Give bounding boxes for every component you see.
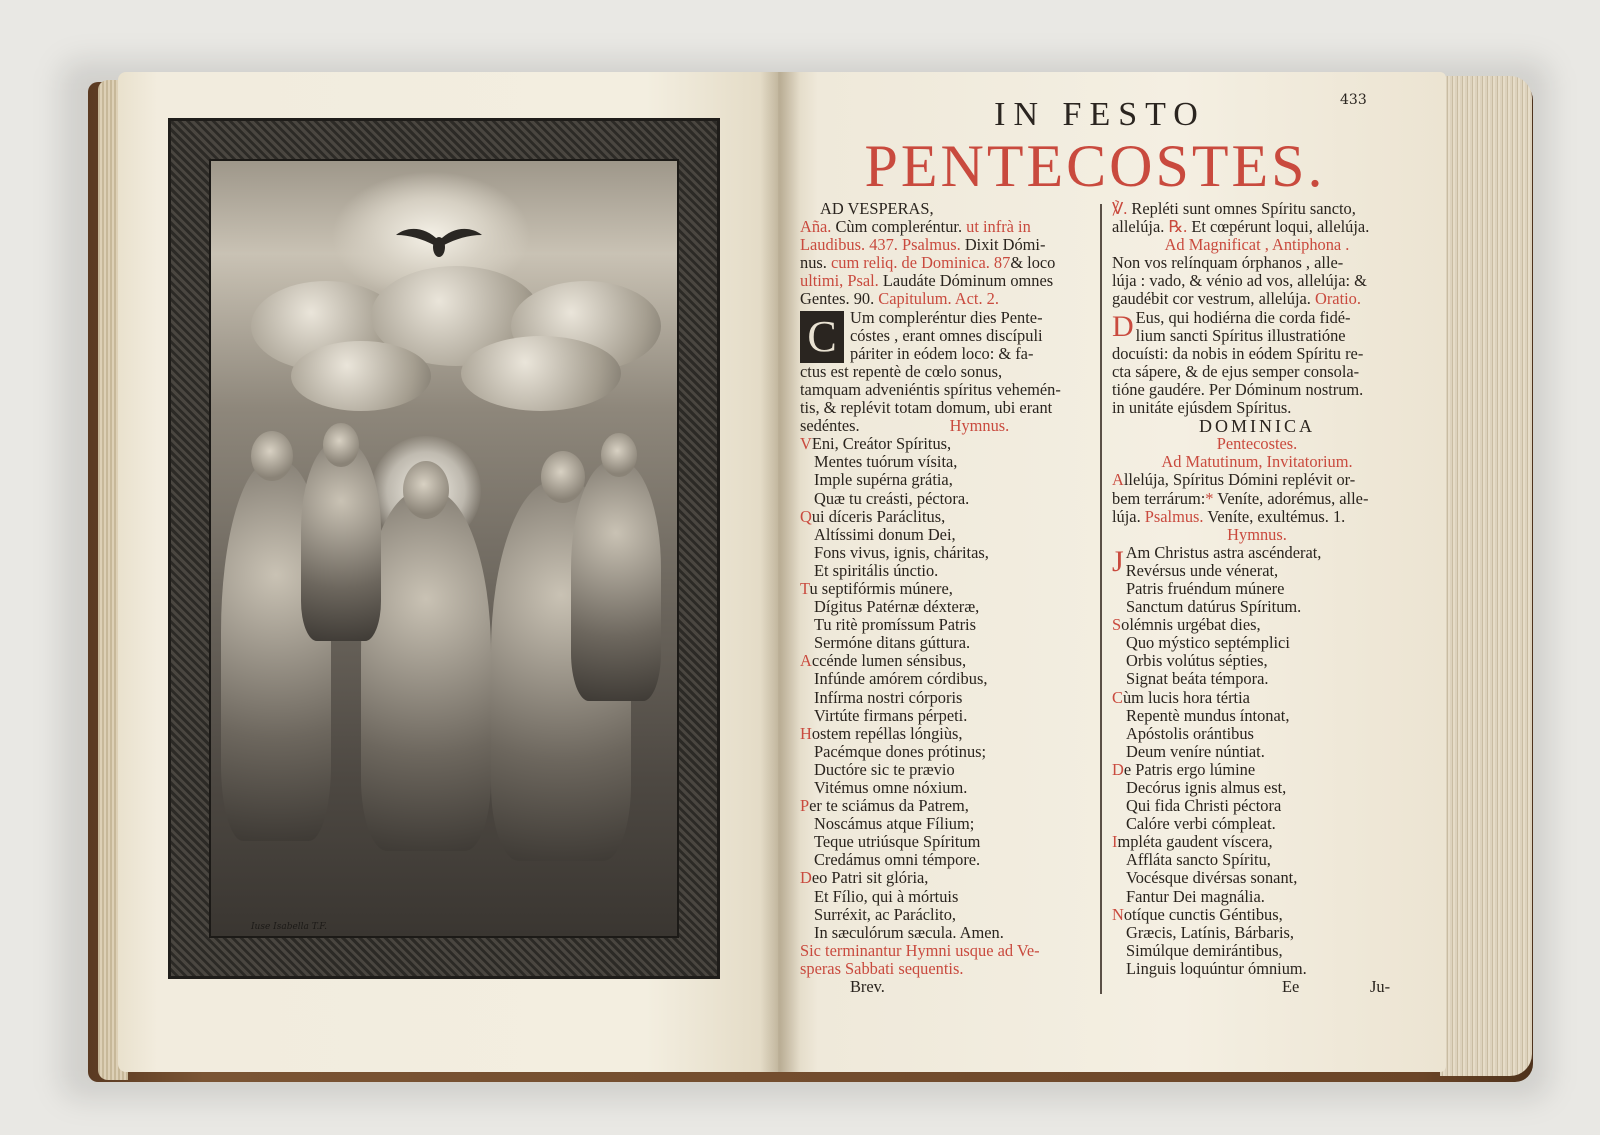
hymn-text: olémnis urgébat dies,	[1121, 615, 1261, 635]
hymn-line	[1112, 888, 1402, 906]
signature-mark: Ee	[1282, 977, 1300, 997]
cloud	[461, 336, 621, 411]
section-title: AD VESPERAS,	[820, 199, 934, 218]
red-initial: H	[800, 723, 812, 743]
rubric: cum reliq. de Dominica. 87	[830, 253, 1011, 273]
hymn-text: Credámus omni témpore.	[814, 850, 981, 870]
versicle-icon: ℣.	[1112, 199, 1128, 218]
hymn-line	[800, 453, 1090, 471]
text-line: tis, & replévit totam domum, ubi erant	[800, 398, 1053, 418]
hymn-line	[800, 689, 1090, 707]
red-initial: J	[1112, 544, 1124, 578]
text: bem terrárum:	[1112, 488, 1206, 508]
text-line: lium sancti Spíritus illustratióne	[1135, 325, 1346, 345]
hymn-line	[1112, 634, 1402, 652]
hymn-text: Fantur Dei magnália.	[1126, 886, 1265, 906]
rubric: Pentecostes.	[1216, 434, 1298, 454]
text: Et cœpérunt loqui, allelúja.	[1187, 217, 1370, 237]
hymn-text: In sæculórum sæcula. Amen.	[814, 922, 1004, 942]
apostle-figure	[571, 461, 661, 701]
hymn-text: Imple supérna grátia,	[814, 470, 953, 490]
hymn-line	[1112, 942, 1402, 960]
figure-head	[323, 423, 359, 467]
red-initial: D	[1112, 759, 1124, 779]
text-column-left	[800, 200, 1090, 996]
hymn-line	[800, 707, 1090, 725]
hymn-text: Vocésque divérsas sonant,	[1126, 868, 1298, 888]
hymn-line	[1112, 869, 1402, 887]
hymn-line	[1112, 616, 1402, 634]
hymn-line	[1112, 580, 1402, 598]
rubric: ultimi, Psal.	[800, 271, 879, 291]
hymn-text: Altíssimi donum Dei,	[814, 524, 956, 544]
hymn-text: ostem repéllas lóngiùs,	[811, 723, 963, 743]
hymn-line	[1112, 707, 1402, 725]
red-initial: T	[800, 578, 810, 598]
page-edges-right	[1440, 76, 1532, 1076]
hymn-line	[800, 562, 1090, 580]
asterisk: *	[1205, 488, 1214, 508]
text: allelúja.	[1112, 217, 1169, 237]
text: gaudébit cor vestrum, allelúja.	[1112, 289, 1315, 309]
hymn-line	[1112, 725, 1402, 743]
text: nus.	[800, 253, 831, 273]
hymn-line	[800, 544, 1090, 562]
text-line: cóstes , erant omnes discípuli	[850, 325, 1043, 345]
hymn-line	[1112, 761, 1402, 779]
hymn-line	[800, 869, 1090, 887]
text-line: docuísti: da nobis in eódem Spíritu re-	[1112, 343, 1364, 363]
rubric: Sic terminantur Hymni usque ad Ve-	[800, 940, 1040, 960]
ornamental-dropcap: C	[800, 311, 844, 363]
hymn-text: Simúlque demirántibus,	[1126, 940, 1283, 960]
figure-head	[403, 461, 449, 519]
hymn-line	[800, 471, 1090, 489]
text: llelúja, Spíritus Dómini replévit or-	[1123, 470, 1356, 490]
hymn-text: Linguis loquúntur ómnium.	[1126, 958, 1307, 978]
text: Cùm compleréntur.	[831, 217, 967, 237]
heading-in-festo: IN FESTO	[994, 96, 1206, 133]
response-icon: ℞.	[1168, 217, 1188, 237]
text-line: in unitáte ejúsdem Spíritus.	[1112, 398, 1292, 418]
red-initial: V	[800, 434, 812, 454]
text: Repléti sunt omnes Spíritu sancto,	[1127, 199, 1356, 218]
apostle-figure	[301, 441, 381, 641]
figure-head	[601, 433, 637, 477]
rubric: Laudibus. 437. Psalmus.	[800, 235, 961, 255]
hymn-line	[1112, 906, 1402, 924]
hymn-text: Teque utriúsque Spíritum	[814, 832, 981, 852]
red-initial: N	[1112, 904, 1124, 924]
red-initial: D	[1112, 309, 1134, 343]
text-line: Revérsus unde vénerat,	[1125, 560, 1279, 580]
hymn-jam-christus	[1112, 580, 1402, 978]
hymn-text: Signat beáta témpora.	[1126, 669, 1269, 689]
hymn-text: Et Fílio, qui à mórtuis	[814, 886, 959, 906]
red-initial: Q	[800, 506, 812, 526]
hymn-line	[1112, 652, 1402, 670]
heading-pentecostes: PENTECOSTES.	[864, 133, 1326, 199]
text-line: Eus, qui hodiérna die corda fidé-	[1135, 307, 1351, 327]
hymn-text: Ductóre sic te prævio	[814, 759, 955, 779]
hymn-text: Fons vivus, ignis, cháritas,	[814, 542, 989, 562]
hymn-text: ccénde lumen sénsibus,	[811, 651, 967, 671]
hymn-text: Græcis, Latínis, Bárbaris,	[1126, 922, 1294, 942]
hymn-text: mpléta gaudent víscera,	[1117, 832, 1273, 852]
hymn-line	[800, 906, 1090, 924]
hymn-line	[1112, 797, 1402, 815]
hymn-text: Sanctum datúrus Spíritum.	[1126, 597, 1302, 617]
text: sedéntes.	[800, 416, 860, 436]
hymn-text: Patris fruéndum múnere	[1126, 578, 1285, 598]
hymn-line	[800, 526, 1090, 544]
hymn-text: Calóre verbi cómpleat.	[1126, 814, 1276, 834]
text-line: tióne gaudére. Per Dóminum nostrum.	[1112, 379, 1364, 399]
cloud	[291, 341, 431, 411]
hymn-text: Quæ tu creásti, péctora.	[814, 488, 970, 508]
hymn-text: er te sciámus da Patrem,	[809, 796, 969, 816]
hymn-line	[800, 833, 1090, 851]
text: Veníte, adorémus, alle-	[1213, 488, 1369, 508]
hymn-line	[800, 490, 1090, 508]
text-column-right	[1112, 200, 1402, 996]
hymn-text: Tu ritè promíssum Patris	[814, 615, 976, 635]
hymn-line	[1112, 689, 1402, 707]
hymn-text: Quo mýstico septémplici	[1126, 633, 1290, 653]
hymn-line	[800, 924, 1090, 942]
hymn-text: e Patris ergo lúmine	[1123, 759, 1256, 779]
text: & loco	[1010, 253, 1056, 273]
hymn-line	[1112, 670, 1402, 688]
hymn-text: Surréxit, ac Paráclito,	[814, 904, 957, 924]
hymn-line	[800, 725, 1090, 743]
hymn-text: Repentè mundus íntonat,	[1126, 705, 1290, 725]
text-line: Am Christus astra ascénderat,	[1125, 542, 1322, 562]
hymn-line	[800, 779, 1090, 797]
engraving-frame	[168, 118, 720, 979]
hymn-text: Infírma nostri córporis	[814, 687, 963, 707]
hymn-line	[1112, 960, 1402, 978]
hymn-text: Dígitus Patérnæ déxteræ,	[814, 597, 980, 617]
figure-head	[251, 431, 293, 481]
text: lúja.	[1112, 506, 1145, 526]
hymn-text: Noscámus atque Fílium;	[814, 814, 975, 834]
hymn-text: Eni, Creátor Spíritus,	[811, 434, 952, 454]
text-line: tamquam adveniéntis spíritus vehemén-	[800, 379, 1061, 399]
text-line: ctus est repentè de cœlo sonus,	[800, 361, 1003, 381]
hymn-text: Infúnde amórem córdibus,	[814, 669, 988, 689]
hymn-line	[1112, 833, 1402, 851]
pentecost-engraving	[209, 159, 679, 938]
red-initial: S	[1112, 615, 1122, 635]
hymn-line	[800, 743, 1090, 761]
red-initial: A	[800, 651, 812, 671]
hymn-line	[800, 634, 1090, 652]
hymn-text: otíque cunctis Géntibus,	[1123, 904, 1283, 924]
red-initial: P	[800, 796, 810, 816]
hymn-line	[1112, 851, 1402, 869]
hymn-text: Vitémus omne nóxium.	[814, 778, 968, 797]
text-line: cta sápere, & de ejus semper consola-	[1112, 361, 1360, 381]
hymn-line	[1112, 598, 1402, 616]
hymn-veni-creator	[800, 435, 1090, 942]
hymn-line	[800, 580, 1090, 598]
hymn-text: ui díceris Paráclitus,	[811, 506, 946, 526]
hymn-line	[1112, 924, 1402, 942]
hymn-line	[800, 670, 1090, 688]
hymn-line	[800, 761, 1090, 779]
hymn-line	[800, 851, 1090, 869]
hymn-line	[800, 888, 1090, 906]
hymn-line	[1112, 779, 1402, 797]
text-line: Non vos relínquam órphanos , alle-	[1112, 253, 1344, 273]
hymn-line	[1112, 743, 1402, 761]
dove-icon	[394, 221, 484, 261]
hymn-text: Affláta sancto Spíritu,	[1126, 850, 1271, 870]
engraver-signature: Iuse Isabella T.F.	[251, 922, 328, 932]
text: Laudáte Dóminum omnes	[878, 271, 1054, 291]
rubric: Aña.	[800, 217, 832, 237]
hymn-line	[800, 508, 1090, 526]
hymn-line	[800, 616, 1090, 634]
hymn-text: Sermóne ditans gúttura.	[814, 633, 971, 653]
hymn-text: Et spiritális únctio.	[814, 560, 939, 580]
red-initial: D	[800, 868, 812, 888]
text-line: páriter in eódem loco: & fa-	[850, 343, 1034, 363]
text: Dixit Dómi-	[960, 235, 1046, 255]
hymn-line	[1112, 815, 1402, 833]
hymn-text: Apóstolis orántibus	[1126, 723, 1254, 743]
hymn-text: u septifórmis múnere,	[809, 578, 953, 598]
hymn-line	[800, 652, 1090, 670]
rubric: Oratio.	[1315, 289, 1361, 309]
hymn-text: Virtúte firmans pérpeti.	[814, 705, 968, 725]
rubric-hymnus: Hymnus.	[1227, 524, 1287, 544]
rubric: Ad Magnificat , Antiphona .	[1164, 235, 1350, 255]
text-line: lúja : vado, & vénio ad vos, allelúja: &	[1112, 271, 1367, 291]
catchword: Ju-	[1370, 977, 1391, 997]
hymn-text: Pacémque dones prótinus;	[814, 741, 987, 761]
catchword: Brev.	[850, 977, 885, 997]
text-line: Um compleréntur dies Pente-	[850, 307, 1043, 327]
text: Gentes. 90.	[800, 289, 879, 309]
rubric: Psalmus.	[1144, 506, 1204, 526]
hymn-text: Decórus ignis almus est,	[1126, 778, 1287, 797]
hymn-line	[800, 435, 1090, 453]
rubric-hymnus: Hymnus.	[949, 416, 1010, 436]
book-gutter	[760, 72, 800, 1072]
red-initial: C	[1112, 687, 1123, 707]
hymn-line	[800, 598, 1090, 616]
hymn-text: Orbis volútus sépties,	[1126, 651, 1268, 671]
column-rule	[1100, 204, 1102, 994]
hymn-text: Qui fida Christi péctora	[1126, 796, 1282, 816]
rubric: ut infrà in	[966, 217, 1031, 237]
hymn-text: eo Patri sit glória,	[811, 868, 929, 888]
hymn-text: Deum veníre núntiat.	[1126, 741, 1265, 761]
text: Veníte, exultémus. 1.	[1203, 506, 1346, 526]
rubric: Ad Matutinum, Invitatorium.	[1161, 452, 1353, 472]
dominica-heading: DOMINICA	[1199, 416, 1315, 437]
hymn-line	[800, 815, 1090, 833]
hymn-line	[800, 797, 1090, 815]
page-number: 433	[1340, 92, 1367, 108]
red-initial: A	[1112, 470, 1124, 490]
hymn-text: Mentes tuórum vísita,	[814, 452, 958, 472]
rubric: Capitulum. Act. 2.	[878, 289, 999, 309]
hymn-text: ùm lucis hora tértia	[1122, 687, 1250, 707]
figure-head	[541, 451, 585, 503]
rubric: speras Sabbati sequentis.	[800, 958, 964, 978]
red-initial: I	[1112, 832, 1118, 852]
